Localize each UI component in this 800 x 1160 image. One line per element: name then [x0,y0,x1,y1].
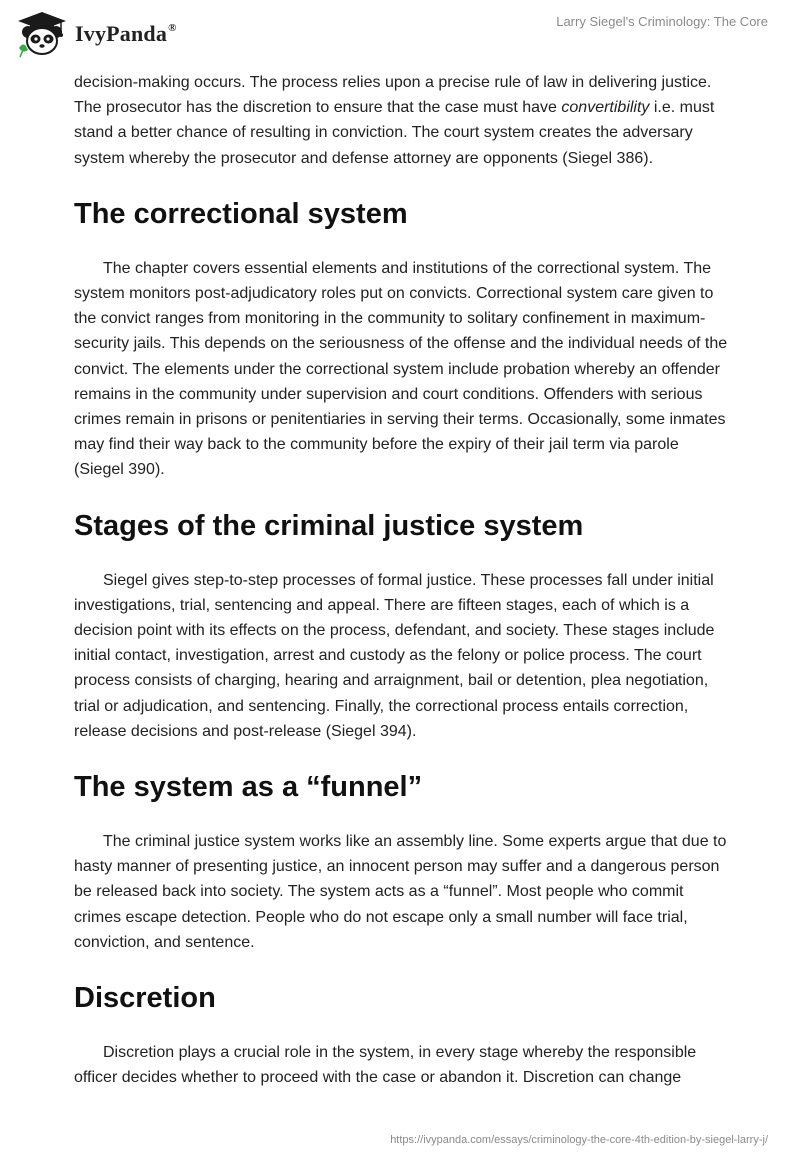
panda-graduate-icon [16,10,68,58]
document-title: Larry Siegel's Criminology: The Core [556,14,768,29]
section-paragraph-stages: Siegel gives step-to-step processes of formal justice. These processes fall under initial investigations, trial, sentencing and appeal. There are fifteen stages, each of which is a decision point with its effects on the process, defendant, and society. These stages include initial contact, investigation, arrest and custody as the felony or police process. The court process consists of charging, hearing and arraignment, bail or detention, plea negotiation, trial or adjudication, and sentencing. Finally, the correctional process entails correction, release decisions and post-release (Siegel 394). [74,571,715,740]
ivypanda-logo[interactable] [16,10,177,58]
emphasis-text: convertibility [561,99,650,117]
intro-paragraph: decision-making occurs. The process relies upon a precise rule of law in delivering justice. The prosecutor has the discretion to ensure that the case must have convertibility i.e. must stand a better chance of resulting in conviction. The court system creates the adversary system whereby the prosecutor and defense attorney are opponents (Siegel 386). [74,74,715,167]
section-paragraph-discretion: Discretion plays a crucial role in the system, in every stage whereby the responsible officer decides whether to proceed with the case or abandon it. Discretion can change [74,1044,697,1087]
brand-name: IvyPanda® [75,21,177,46]
section-paragraph-funnel: The criminal justice system works like an assembly line. Some experts argue that due to hasty manner of presenting justice, an innocent person may suffer and a dangerous person be released back into society. The system acts as a “funnel”. Most people who commit crimes escape detection. People who do not escape only a small number will face trial, conviction, and sentence. [74,833,727,951]
registered-mark: ® [168,21,177,34]
section-heading-correctional-system: The correctional system [74,197,408,230]
section-heading-funnel: The system as a “funnel” [74,771,423,804]
essay-body [74,70,729,1090]
section-paragraph-correctional-system: The chapter covers essential elements and institutions of the correctional system. The system monitors post-adjudicatory roles put on convicts. Correctional system care given to the convict ranges from monitoring in the community to solitary confinement in maximum-security jails. This depends on the seriousness of the offense and the individual needs of the convict. The elements under the correctional system include probation whereby an offender remains in the community under supervision and court conditions. Offenders with serious crimes remain in prisons or penitentiaries in serving their terms. Occasionally, some inmates may find their way back to the community before the expiry of their jail term via parole (Siegel 390). [74,259,728,479]
page-header [0,0,800,66]
section-heading-stages: Stages of the criminal justice system [74,509,584,542]
section-heading-discretion: Discretion [74,982,216,1015]
source-url[interactable]: https://ivypanda.com/essays/criminology-the-core-4th-edition-by-siegel-larry-j/ [390,1134,768,1146]
